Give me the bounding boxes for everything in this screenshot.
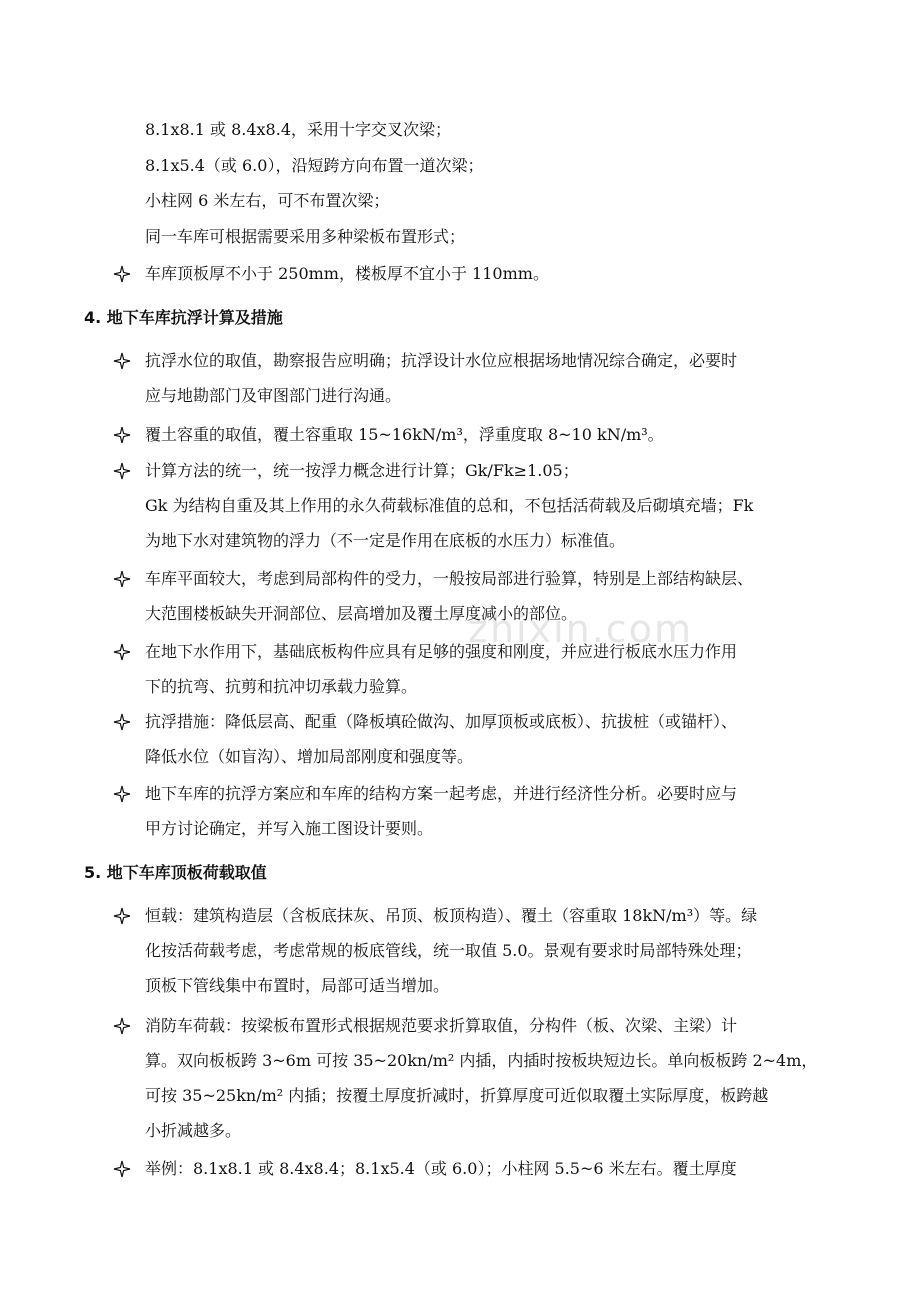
diamond-star-bullet-icon	[113, 426, 131, 444]
text-line: 小柱网 6 米左右，可不布置次梁；	[145, 191, 390, 210]
text-line: 恒载：建筑构造层（含板底抹灰、吊顶、板顶构造）、覆土（容重取 18kN/m³）等。绿	[145, 906, 758, 925]
text-line: 抗浮措施：降低层高、配重（降板填砼做沟、加厚顶板或底板）、抗拔桩（或锚杆）、	[145, 712, 738, 731]
text-line: 可按 35~25kn/m² 内插；按覆土厚度折减时，折算厚度可近似取覆土实际厚度，板跨越	[145, 1086, 769, 1105]
text-line: 地下车库的抗浮方案应和车库的结构方案一起考虑，并进行经济性分析。必要时应与	[145, 784, 738, 803]
diamond-star-bullet-icon	[113, 265, 131, 283]
text-line: 举例：8.1x8.1 或 8.4x8.4；8.1x5.4（或 6.0）；小柱网 5.5~6 米左右。覆土厚度	[145, 1159, 737, 1178]
diamond-star-bullet-icon	[113, 643, 131, 661]
diamond-star-bullet-icon	[113, 1160, 131, 1178]
section-heading-4: 4. 地下车库抗浮计算及措施	[84, 308, 283, 327]
text-line: 算。双向板板跨 3~6m 可按 35~20kn/m² 内插，内插时按板块短边长。单向板板跨 2~4m，	[145, 1051, 818, 1070]
diamond-star-bullet-icon	[113, 907, 131, 925]
text-line: 抗浮水位的取值，勘察报告应明确；抗浮设计水位应根据场地情况综合确定，必要时	[145, 351, 738, 370]
diamond-star-bullet-icon	[113, 462, 131, 480]
section-heading-5: 5. 地下车库顶板荷载取值	[84, 863, 267, 882]
text-line: 消防车荷载：按梁板布置形式根据规范要求折算取值，分构件（板、次梁、主梁）计	[145, 1016, 738, 1035]
text-line: 小折减越多。	[145, 1121, 242, 1140]
diamond-star-bullet-icon	[113, 352, 131, 370]
text-line: 8.1x8.1 或 8.4x8.4，采用十字交叉次梁；	[145, 120, 452, 139]
text-line: 下的抗弯、抗剪和抗冲切承载力验算。	[145, 677, 418, 696]
text-line: 同一车库可根据需要采用多种梁板布置形式；	[145, 227, 466, 246]
text-line: 顶板下管线集中布置时，局部可适当增加。	[145, 976, 450, 995]
text-line: Gk 为结构自重及其上作用的永久荷载标准值的总和，不包括活荷载及后砌填充墙；Fk	[145, 496, 754, 515]
text-line: 覆土容重的取值，覆土容重取 15~16kN/m³，浮重度取 8~10 kN/m³。	[145, 425, 664, 444]
text-line: 计算方法的统一，统一按浮力概念进行计算；Gk/Fk≥1.05；	[145, 461, 579, 480]
text-line: 车库平面较大，考虑到局部构件的受力，一般按局部进行验算，特别是上部结构缺层、	[145, 569, 754, 588]
text-line: 为地下水对建筑物的浮力（不一定是作用在底板的水压力）标准值。	[145, 531, 626, 550]
text-line: 大范围楼板缺失开洞部位、层高增加及覆土厚度减小的部位。	[145, 604, 578, 623]
diamond-star-bullet-icon	[113, 713, 131, 731]
diamond-star-bullet-icon	[113, 1017, 131, 1035]
text-line: 8.1x5.4（或 6.0），沿短跨方向布置一道次梁；	[145, 156, 484, 175]
text-line: 甲方讨论确定，并写入施工图设计要则。	[145, 819, 434, 838]
text-line: 车库顶板厚不小于 250mm，楼板厚不宜小于 110mm。	[145, 264, 549, 283]
diamond-star-bullet-icon	[113, 570, 131, 588]
watermark: zhixin.com	[468, 607, 693, 651]
text-line: 应与地勘部门及审图部门进行沟通。	[145, 386, 402, 405]
diamond-star-bullet-icon	[113, 785, 131, 803]
text-line: 降低水位（如盲沟）、增加局部刚度和强度等。	[145, 747, 474, 766]
text-line: 化按活荷载考虑，考虑常规的板底管线，统一取值 5.0。景观有要求时局部特殊处理；	[145, 941, 752, 960]
text-line: 在地下水作用下，基础底板构件应具有足够的强度和刚度，并应进行板底水压力作用	[145, 642, 738, 661]
